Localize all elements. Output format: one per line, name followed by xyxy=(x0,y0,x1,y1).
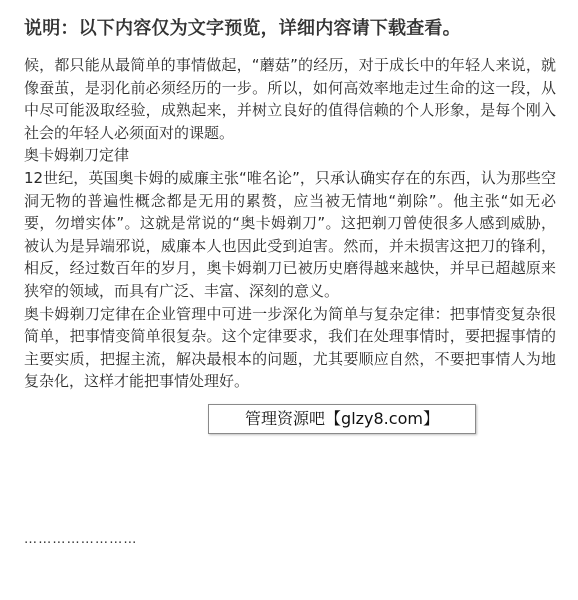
preview-notice: 说明：以下内容仅为文字预览，详细内容请下载查看。 xyxy=(24,18,461,39)
ellipsis: …………………… xyxy=(24,532,138,547)
paragraph: 候，都只能从最简单的事情做起，“蘑菇”的经历，对于成长中的年轻人来说，就像蚕茧，是羽化前必须经历的一步。所以，如何高效率地走过生命的这一段，从中尽可能汲取经验，成熟起来，并树立良好的值得信赖的个人形象，是每个刚入社会的年轻人必须面对的课题。 xyxy=(24,56,556,142)
watermark-banner: 管理资源吧【glzy8.com】 xyxy=(208,404,476,434)
paragraph: 12世纪，英国奥卡姆的威廉主张“唯名论”，只承认确实存在的东西，认为那些空洞无物的普遍性概念都是无用的累赘，应当被无情地“剃除”。他主张“如无必要，勿增实体”。这就是常说的“奥卡姆剃刀”。这把剃刀曾使很多人感到威胁，被认为是异端邪说，威廉本人也因此受到迫害。然而，并未损害这把刀的锋利，相反，经过数百年的岁月，奥卡姆剃刀已被历史磨得越来越快，并早已超越原来狭窄的领域，而具有广泛、丰富、深刻的意义。 xyxy=(24,168,556,300)
paragraph: 奥卡姆剃刀定律在企业管理中可进一步深化为简单与复杂定律：把事情变复杂很简单，把事情变简单很复杂。这个定律要求，我们在处理事情时，要把握事情的主要实质，把握主流，解决最根本的问题，尤其要顺应自然，不要把事情人为地复杂化，这样才能把事情处理好。 xyxy=(24,304,556,391)
document-body xyxy=(24,54,556,393)
section-heading: 奥卡姆剃刀定律 xyxy=(24,146,130,165)
